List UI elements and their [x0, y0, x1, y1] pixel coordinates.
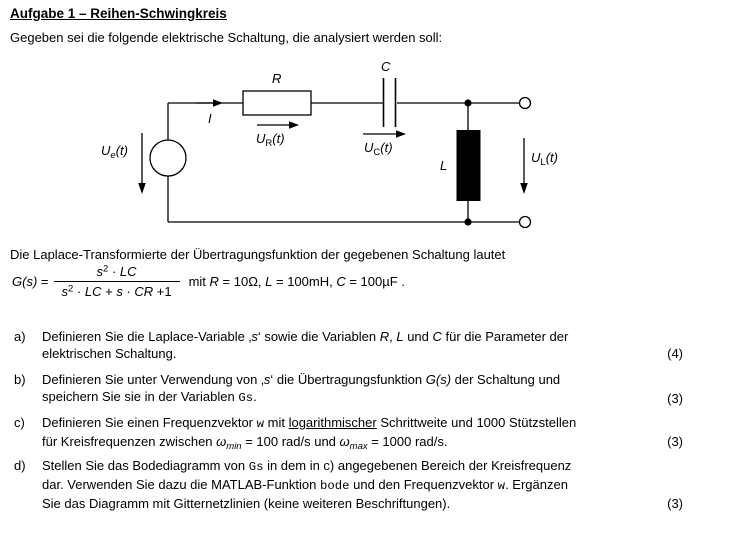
task-b-label: b)	[14, 372, 26, 387]
task-c-points: (3)	[667, 434, 683, 449]
capacitor-symbol	[384, 78, 396, 127]
task-b-line-1: Definieren Sie unter Verwendung von ‚s‘ die Übertragungsfunktion G(s) der Schaltung und	[42, 372, 561, 387]
circuit-diagram	[0, 57, 730, 241]
task-d-line-1: Stellen Sie das Bodediagramm von Gs in dem in c) angegebenen Bereich der Kreisfrequenz	[42, 458, 572, 474]
resistor-symbol	[243, 91, 311, 115]
task-d-points: (3)	[667, 496, 683, 511]
resistor-label: R	[272, 71, 282, 86]
inductor-symbol	[457, 130, 481, 201]
laplace-intro-text: Die Laplace-Transformierte der Übertragungsfunktion der gegebenen Schaltung lautet	[10, 247, 506, 262]
output-terminals	[520, 98, 531, 228]
formula-lhs: G(s) =	[12, 274, 49, 289]
current-arrow	[196, 99, 223, 107]
task-c-line-1: Definieren Sie einen Frequenzvektor w mit logarithmischer Schrittweite und 1000 Stützstellen	[42, 415, 577, 431]
resistor-voltage-arrow	[257, 121, 299, 129]
voltage-source-symbol	[150, 140, 186, 176]
task-a-label: a)	[14, 329, 26, 344]
task-c-line-2: für Kreisfrequenzen zwischen $\omega_{min} = 100$ rad/s und $\omega_{max} = 1000$ rad/s.	[42, 434, 448, 452]
inductor-voltage-arrow	[520, 138, 528, 194]
task-b-points: (3)	[667, 391, 683, 406]
current-label: I	[208, 111, 212, 126]
task-d	[14, 457, 716, 512]
formula-numerator: $s^2$ · LC	[96, 263, 137, 279]
task-d-label: d)	[14, 458, 26, 473]
task-c-label: c)	[14, 415, 25, 430]
transfer-function-formula	[12, 263, 405, 300]
inductor-label: L	[440, 158, 448, 173]
capacitor-label: C	[381, 59, 391, 74]
page-title: Aufgabe 1 – Reihen-Schwingkreis	[10, 6, 227, 21]
task-a	[14, 328, 716, 362]
formula-parameters: mit R = 10Ω, L = 100mH, C = 100µF .	[188, 274, 405, 289]
formula-fraction	[54, 263, 180, 300]
task-c	[14, 414, 716, 450]
task-a-line-2: elektrischen Schaltung.	[42, 346, 177, 361]
resistor-voltage-label: $U_R(t)$	[256, 131, 285, 149]
intro-text: Gegeben sei die folgende elektrische Schaltung, die analysiert werden soll:	[10, 30, 443, 45]
capacitor-voltage-arrow	[363, 130, 406, 138]
task-a-points: (4)	[667, 346, 683, 361]
source-voltage-label: $U_e(t)$	[101, 143, 128, 161]
task-b	[14, 371, 716, 407]
task-b-line-2: speichern Sie sie in der Variablen Gs.	[42, 389, 257, 405]
formula-denominator: $s^2$ · LC + s · CR +1	[54, 281, 180, 300]
capacitor-voltage-label: $U_C(t)$	[364, 140, 393, 158]
task-a-line-1: Definieren Sie die Laplace-Variable ‚s‘ sowie die Variablen R, L und C für die Parameter der	[42, 329, 569, 344]
inductor-voltage-label: $U_L(t)$	[531, 150, 558, 168]
task-d-line-3: Sie das Diagramm mit Gitternetzlinien (keine weiteren Beschriftungen).	[42, 496, 451, 511]
task-d-line-2: dar. Verwenden Sie dazu die MATLAB-Funktion bode und den Frequenzvektor w. Ergänzen	[42, 477, 568, 493]
source-voltage-arrow	[138, 133, 146, 194]
